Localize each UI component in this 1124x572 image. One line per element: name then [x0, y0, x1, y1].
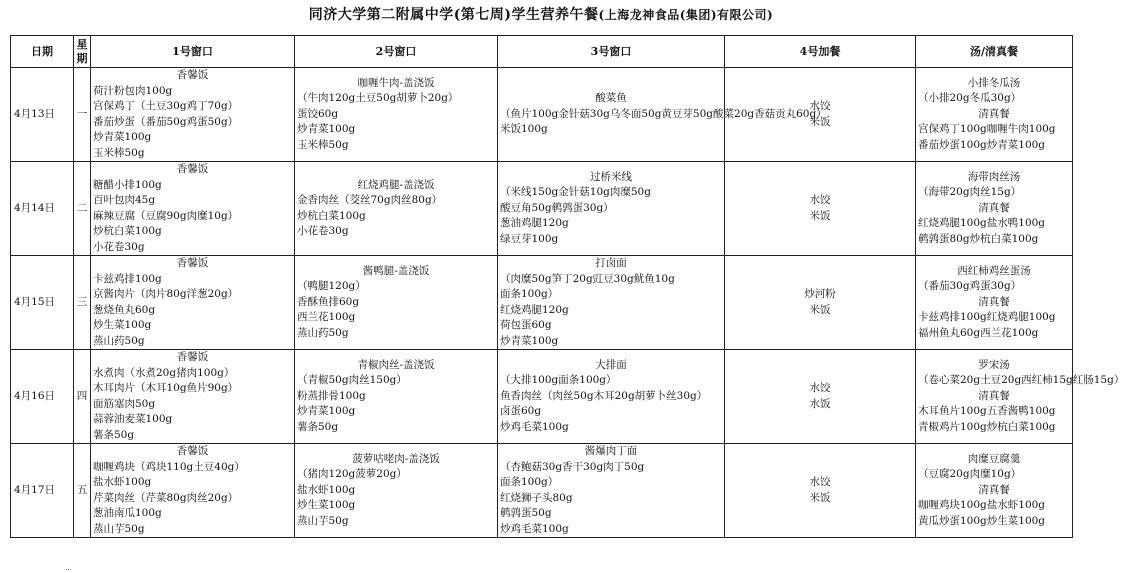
dish-line: 酸豆角50g鹌鹑蛋30g）: [500, 201, 614, 214]
dish-line: 金香肉丝（茭丝70g肉丝80g）: [297, 194, 443, 206]
table-row: [11, 68, 1073, 162]
dish-line: 小花卷30g: [297, 225, 349, 237]
dish-line: 玉米棒50g: [297, 138, 349, 151]
dish-line: 蛋饺60g: [297, 107, 339, 120]
dish-title: 酸菜鱼: [595, 92, 627, 105]
dish-line: 水饭: [809, 397, 831, 410]
dish-title: 罗宋汤: [978, 358, 1010, 371]
header-weekday: 星期: [74, 36, 91, 68]
dish-line: （小排20g冬瓜30g）: [918, 92, 1022, 105]
dish-line: 玉米棒50g: [93, 146, 145, 159]
dish-line: 麻辣豆腐（豆腐90g肉糜10g）: [93, 209, 239, 222]
dish-title: 咖喱牛肉-盖浇饭: [357, 76, 435, 89]
dish-line: 面条100g）: [500, 288, 559, 300]
dish-title: 香馨饭: [176, 69, 209, 81]
dish-line: 卡兹鸡排100g: [93, 272, 162, 285]
dish-line: 清真餐: [978, 389, 1010, 402]
table-row: [11, 444, 1073, 538]
weekday-cell: 五: [74, 444, 91, 538]
header-window-4: 4号加餐: [725, 36, 916, 68]
dish-title: 红烧鸡腿-盖浇饭: [357, 178, 435, 191]
dish-line: （牛肉120g土豆50g胡萝卜20g）: [297, 92, 459, 105]
menu-cell-w1: [91, 162, 295, 256]
date-cell: 4月15日: [11, 256, 74, 350]
dish-line: 番茄炒蛋（番茄50g鸡蛋50g）: [93, 115, 239, 128]
header-window-3: 3号窗口: [498, 36, 725, 68]
weekday-cell: 二: [74, 162, 91, 256]
weekday-cell: 三: [74, 256, 91, 350]
menu-cell-w2: [295, 162, 498, 256]
dish-line: 蒜蓉油麦菜100g: [93, 413, 173, 425]
menu-cell-w3: [498, 350, 725, 444]
dish-title: 香馨饭: [176, 163, 209, 175]
date-cell: 4月13日: [11, 68, 74, 162]
dish-line: 绿豆芽100g: [500, 232, 559, 245]
dish-line: 水饺: [809, 194, 831, 206]
dish-line: 鹌鹑蛋50g: [500, 507, 552, 519]
dish-line: 西兰花100g: [297, 311, 356, 324]
weekday-cell: 一: [74, 68, 91, 162]
table-row: [11, 162, 1073, 256]
dish-line: 青椒鸡片100g炒杭白菜100g: [918, 420, 1056, 433]
dish-line: 百叶包肉45g: [93, 194, 156, 206]
menu-cell-w2: [295, 68, 498, 162]
dish-line: 红烧狮子头80g: [500, 491, 573, 504]
dish-line: 宫保鸡丁（土豆30g鸡丁70g）: [93, 100, 239, 112]
dish-title: 香馨饭: [176, 445, 209, 457]
dish-line: 米饭100g: [500, 123, 548, 136]
dish-line: 蒸山药50g: [297, 326, 349, 339]
dish-line: （鸭腿120g）: [297, 280, 366, 293]
dish-title: 青椒肉丝-盖浇饭: [357, 358, 435, 371]
dish-line: 福州鱼丸60g西兰花100g: [918, 326, 1039, 339]
header-row: [11, 36, 1073, 68]
dish-title: 大排面: [595, 358, 627, 371]
dish-line: （肉糜50g笋丁20g豇豆30g鱿鱼10g: [500, 272, 675, 285]
dish-line: 卤蛋60g: [500, 405, 542, 418]
dish-line: 水煮肉（水煮20g猪肉100g）: [93, 366, 235, 379]
dish-line: 葱油南瓜100g: [93, 507, 162, 519]
table-row: [11, 350, 1073, 444]
dish-line: （猪肉120g菠萝20g）: [297, 468, 407, 481]
menu-cell-w4: [725, 162, 916, 256]
dish-line: 红烧鸡腿100g盐水鸭100g: [918, 217, 1046, 230]
dish-line: 番茄炒蛋100g炒青菜100g: [918, 138, 1046, 151]
dish-line: 盐水虾100g: [93, 476, 152, 488]
dish-line: 香酥鱼排60g: [297, 295, 360, 308]
header-window-1: 1号窗口: [91, 36, 295, 68]
dish-title: 酱爆肉丁面: [584, 445, 638, 457]
dish-line: 鹌鹑蛋80g炒杭白菜100g: [918, 232, 1039, 245]
dish-line: 黄瓜炒蛋100g炒生菜100g: [918, 514, 1046, 527]
dish-line: 清真餐: [978, 107, 1010, 120]
table-row: [11, 256, 1073, 350]
dish-line: 炒青菜100g: [93, 131, 152, 143]
dish-title: 海带肉丝汤: [967, 170, 1021, 183]
dish-line: 清真餐: [978, 295, 1010, 308]
dish-line: 清真餐: [978, 201, 1010, 214]
dish-line: 木耳鱼片100g五香酱鸭100g: [918, 405, 1056, 418]
menu-cell-w5: [916, 444, 1073, 538]
header-soup-halal: 汤/清真餐: [916, 36, 1073, 68]
dish-line: （大排100g面条100g）: [500, 374, 617, 387]
dish-line: 薯条50g: [297, 420, 339, 433]
dish-line: 蒸山芋50g: [297, 514, 349, 527]
menu-cell-w5: [916, 68, 1073, 162]
dish-title: 西红柿鸡丝蛋汤: [957, 264, 1031, 277]
menu-cell-w1: [91, 68, 295, 162]
dish-title: 过桥米线: [590, 170, 632, 183]
dish-line: 米饭: [809, 491, 831, 504]
dish-line: 小花卷30g: [93, 240, 145, 253]
dish-line: 薯条50g: [93, 428, 135, 441]
dish-line: 葱烧鱼丸60g: [93, 303, 156, 316]
dish-line: （青椒50g肉丝150g）: [297, 374, 407, 387]
dish-line: 炒鸡毛菜100g: [500, 420, 569, 433]
dish-line: 水饺: [809, 476, 831, 488]
footer-mark: [66, 566, 71, 570]
menu-cell-w5: [916, 350, 1124, 444]
dish-line: 荷汁粉包肉100g: [93, 84, 173, 97]
dish-line: 米饭: [809, 303, 831, 316]
dish-line: 粉蒸排骨100g: [297, 389, 366, 402]
title-main: 同济大学第二附属中学(第七周)学生营养午餐: [308, 7, 599, 23]
dish-line: （番茄30g鸡蛋30g）: [918, 280, 1022, 293]
dish-line: 葱油鸡腿120g: [500, 217, 569, 230]
menu-cell-w3: [498, 256, 725, 350]
dish-line: 炒青菜100g: [500, 334, 559, 347]
menu-cell-w1: [91, 256, 295, 350]
dish-line: （鱼片100g金针菇30g乌冬面50g黄豆芽50g酸菜20g香菇贡丸60g）: [500, 107, 827, 120]
dish-title: 小排冬瓜汤: [967, 76, 1021, 89]
date-cell: 4月16日: [11, 350, 74, 444]
dish-line: 糖醋小排100g: [93, 178, 162, 191]
menu-table: [10, 35, 1124, 538]
page-title: [0, 4, 1082, 24]
menu-cell-w5: [916, 162, 1073, 256]
dish-line: 炒杭白菜100g: [93, 225, 162, 237]
menu-cell-w4: [725, 444, 916, 538]
dish-line: 蒸山药50g: [93, 334, 145, 347]
dish-line: 面条100g）: [500, 476, 559, 488]
dish-line: 炒生菜100g: [297, 499, 356, 512]
dish-title: 香馨饭: [176, 351, 209, 363]
dish-line: 红烧鸡腿120g: [500, 303, 569, 316]
dish-line: 炒青菜100g: [297, 405, 356, 418]
dish-line: 炒生菜100g: [93, 319, 152, 331]
dish-line: 水饺: [809, 382, 831, 394]
dish-line: （豆腐20g肉糜10g）: [918, 468, 1022, 481]
weekday-cell: 四: [74, 350, 91, 444]
dish-line: 面筋塞肉50g: [93, 397, 156, 410]
menu-cell-w2: [295, 444, 498, 538]
dish-line: 鱼香肉丝（肉丝50g木耳20g胡萝卜丝30g）: [500, 389, 708, 402]
header-window-2: 2号窗口: [295, 36, 498, 68]
menu-cell-w4: [725, 350, 916, 444]
dish-line: 宫保鸡丁100g咖喱牛肉100g: [918, 123, 1056, 136]
dish-line: （杏鲍菇30g香干30g肉丁50g: [500, 460, 645, 473]
dish-line: 炒杭白菜100g: [297, 209, 366, 222]
dish-line: 京酱肉片（肉片80g洋葱20g）: [93, 288, 239, 300]
date-cell: 4月17日: [11, 444, 74, 538]
dish-title: 香馨饭: [176, 257, 209, 269]
menu-cell-w3: [498, 162, 725, 256]
menu-cell-w1: [91, 444, 295, 538]
dish-line: （卷心菜20g土豆20g西红柿15g红肠15g）: [918, 374, 1124, 387]
dish-line: 咖喱鸡块100g盐水虾100g: [918, 499, 1046, 512]
title-sub: (上海龙神食品(集团)有限公司): [598, 8, 774, 22]
dish-line: 蒸山芋50g: [93, 522, 145, 535]
dish-line: 炒河粉: [804, 288, 836, 300]
dish-title: 打卤面: [595, 257, 627, 269]
menu-cell-w5: [916, 256, 1073, 350]
dish-line: 米饭: [809, 209, 831, 222]
dish-title: 菠萝咕咾肉-盖浇饭: [352, 452, 440, 465]
menu-cell-w4: [725, 256, 916, 350]
date-cell: 4月14日: [11, 162, 74, 256]
dish-line: 荷包蛋60g: [500, 319, 552, 331]
header-date: 日期: [11, 36, 74, 68]
dish-line: 盐水虾100g: [297, 483, 356, 496]
menu-cell-w1: [91, 350, 295, 444]
dish-line: 清真餐: [978, 483, 1010, 496]
menu-cell-w2: [295, 350, 498, 444]
dish-title: 酱鸭腿-盖浇饭: [362, 264, 430, 277]
dish-line: 米饭: [809, 115, 831, 128]
dish-line: 咖喱鸡块（鸡块110g土豆40g）: [93, 460, 245, 473]
dish-line: （米线150g金针菇10g肉糜50g: [500, 186, 651, 199]
menu-cell-w3: [498, 444, 725, 538]
dish-line: 炒青菜100g: [297, 123, 356, 136]
dish-line: 炒鸡毛菜100g: [500, 522, 569, 535]
dish-line: 水饺: [809, 100, 831, 112]
dish-line: 卡兹鸡排100g红烧鸡腿100g: [918, 311, 1056, 324]
dish-line: 木耳肉片（木耳10g鱼片90g）: [93, 382, 239, 394]
dish-line: 芹菜肉丝（芹菜80g肉丝20g）: [93, 491, 239, 504]
dish-line: （海带20g肉丝15g）: [918, 186, 1022, 199]
dish-title: 肉糜豆腐羹: [967, 452, 1021, 465]
menu-cell-w2: [295, 256, 498, 350]
